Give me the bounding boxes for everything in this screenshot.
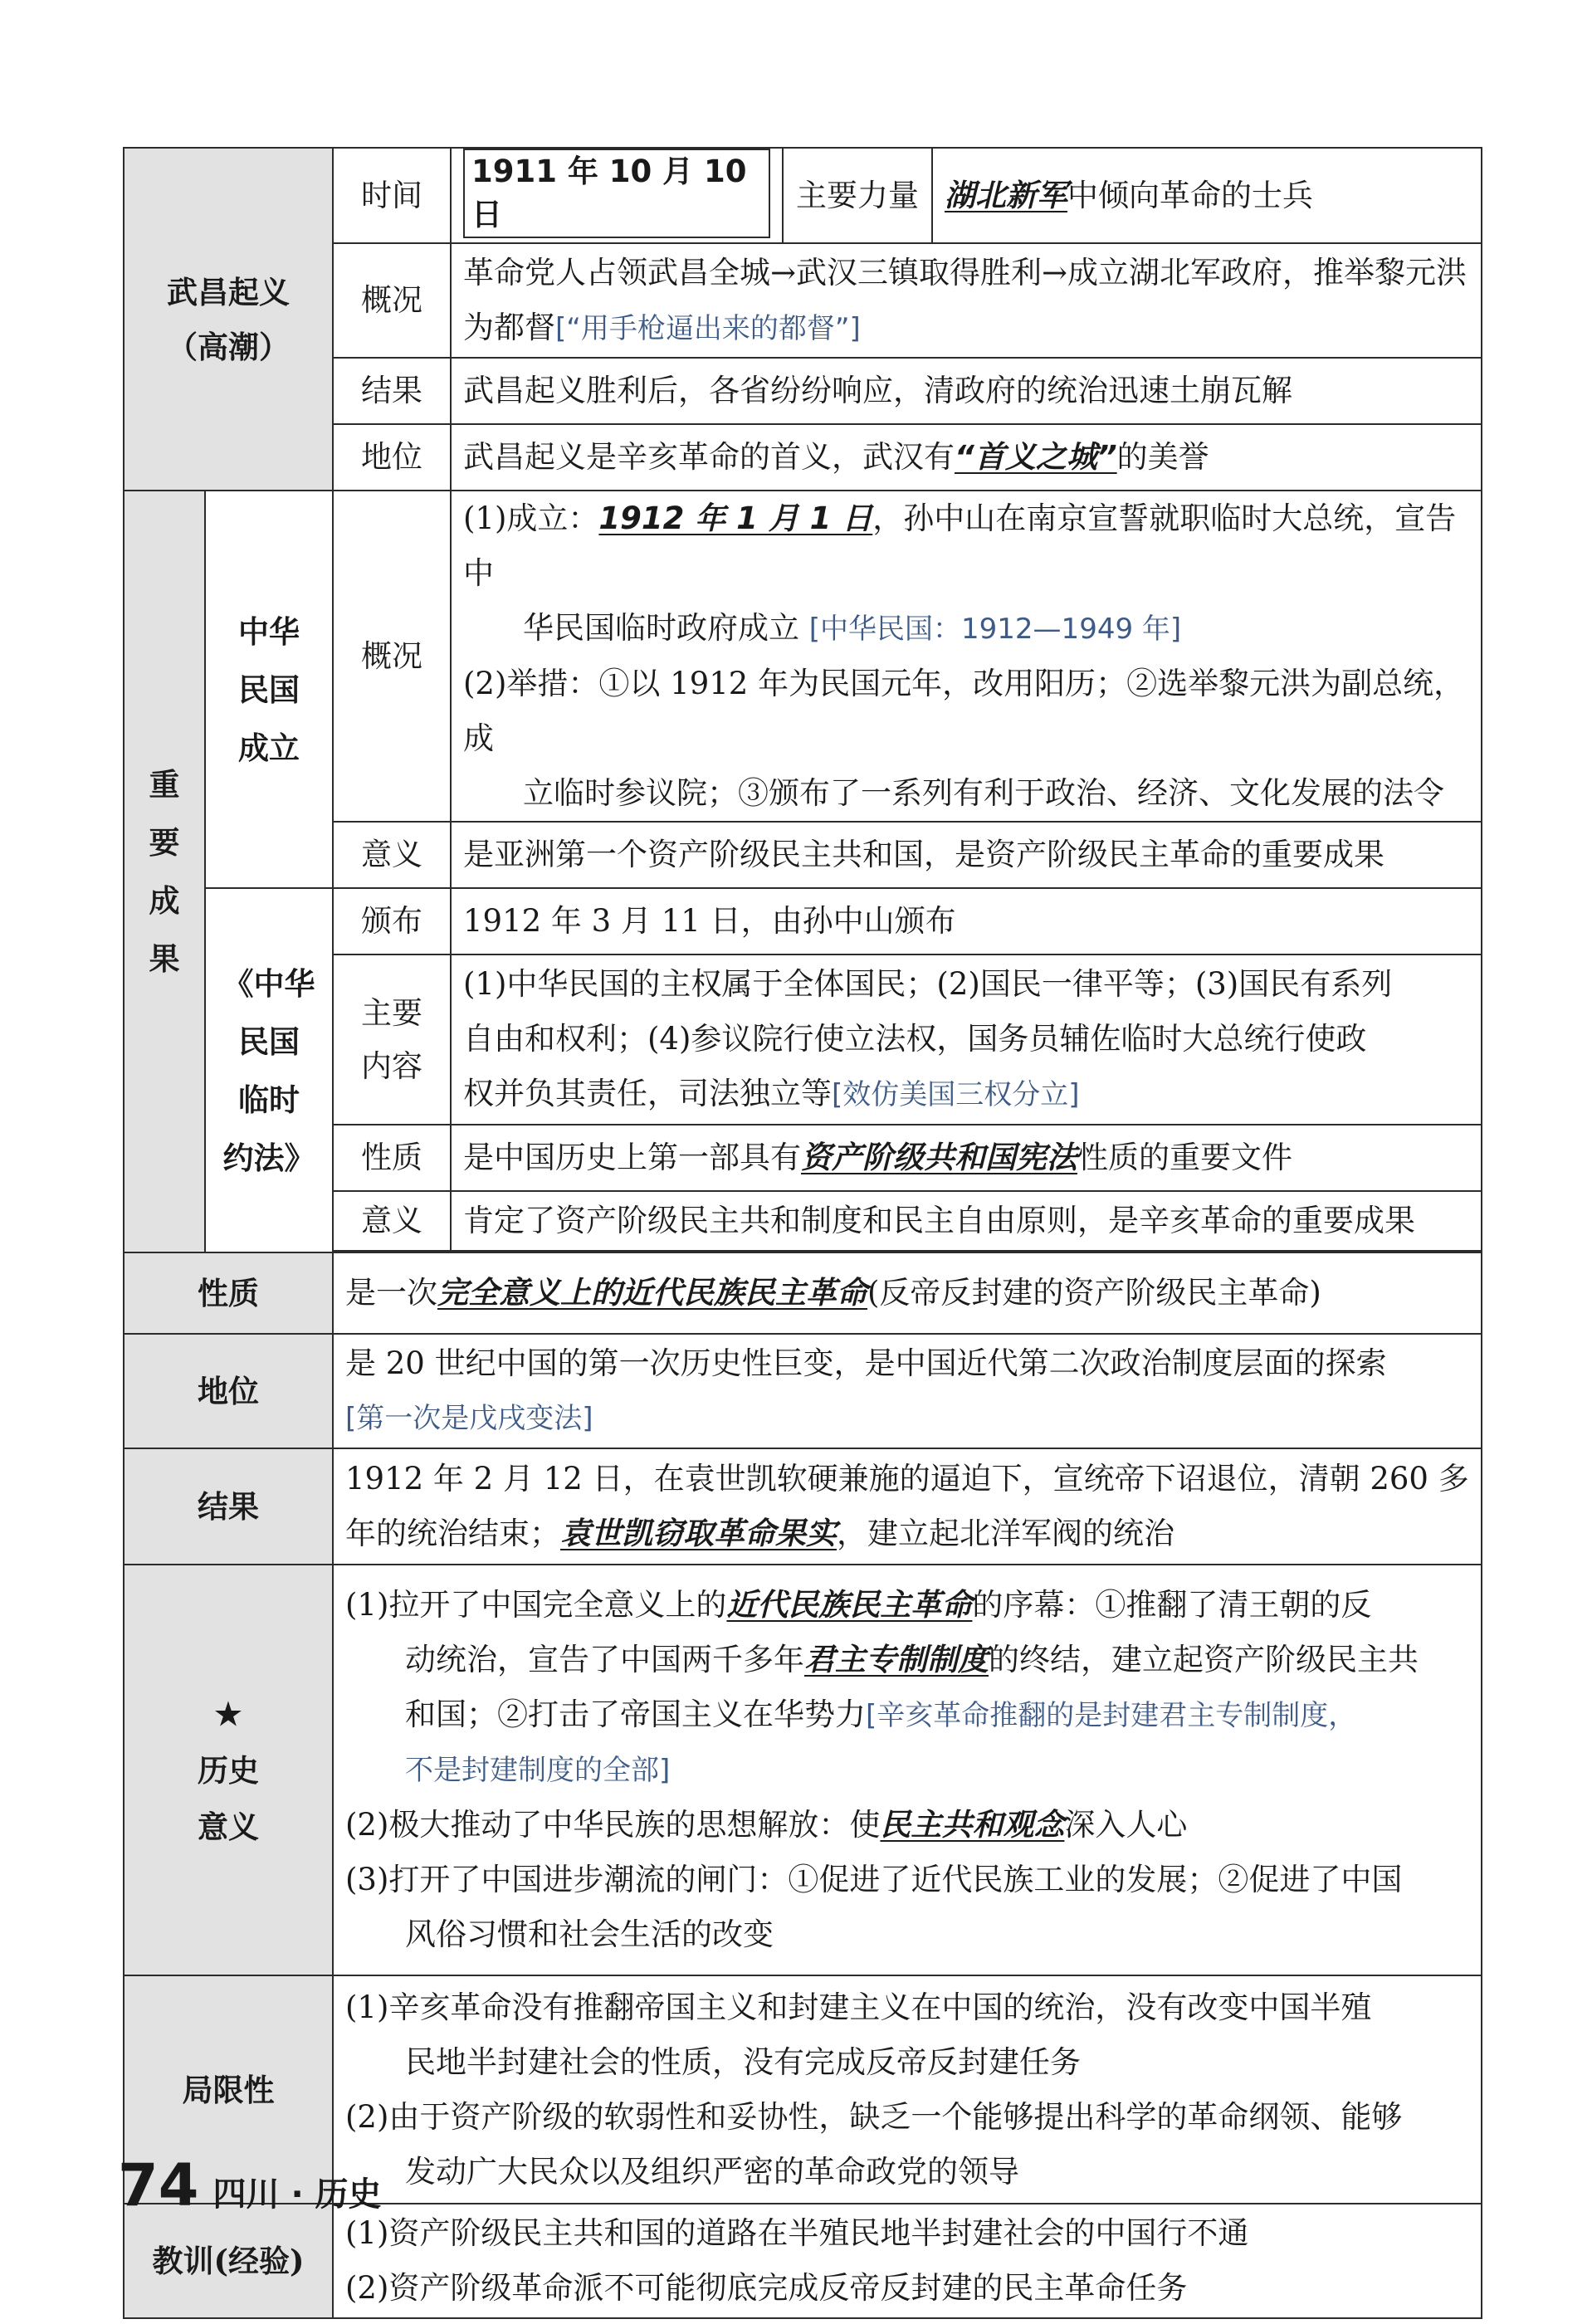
- outcome-post: ，建立起北洋军阀的统治: [837, 1516, 1174, 1551]
- issue-label: 颁布: [333, 888, 451, 954]
- content-cell: [451, 954, 1482, 1125]
- sig-p2-emph: 民主共和观念: [880, 1807, 1065, 1843]
- limitation-cell: [333, 1975, 1482, 2204]
- sig-p1-note: [辛亥革命推翻的是封建君主专制制度，: [866, 1699, 1357, 1732]
- achievements-label: [124, 491, 205, 1252]
- achievements-char: 果: [149, 940, 180, 977]
- roc-period-note: [中华民国：1912—1949 年]: [808, 613, 1182, 646]
- outcome-emph: 袁世凯窃取革命果实: [560, 1516, 837, 1551]
- roc-label-line: 成立: [238, 729, 300, 766]
- overview-note: [“用手枪逼出来的都督”]: [555, 311, 861, 345]
- content-label-line: 主要: [361, 994, 422, 1031]
- content-label-line: 内容: [361, 1047, 422, 1084]
- outcome-line2: [345, 1506, 1469, 1561]
- outcome-pre: 年的统治结束；: [345, 1516, 560, 1551]
- content-line3-text: 权并负其责任，司法独立等: [463, 1076, 832, 1111]
- status-post: 的美誉: [1116, 439, 1209, 475]
- sig-p2-post: 深入人心: [1064, 1807, 1188, 1843]
- nature-post: (反帝反封建的资产阶级民主革命): [867, 1275, 1321, 1311]
- content-line3: [463, 1067, 1469, 1122]
- lesson-cell: [333, 2204, 1482, 2318]
- roc-line1: [463, 491, 1469, 601]
- limitation-line2: 民地半封建社会的性质，没有完成反帝反封建任务: [405, 2043, 1081, 2080]
- roc-label-line: 中华: [238, 613, 300, 650]
- footer-subject: 四川 · 历史: [212, 2175, 382, 2214]
- roc-label: [205, 491, 333, 888]
- sig-p2-pre: (2)极大推动了中华民族的思想解放：使: [345, 1807, 881, 1843]
- status-pre: 武昌起义是辛亥革命的首义，武汉有: [463, 439, 955, 475]
- constitution-label-line: 约法》: [222, 1139, 315, 1176]
- position-note: [第一次是戊戌变法]: [345, 1402, 593, 1435]
- sig-p1-pre: (1)拉开了中国完全意义上的: [345, 1587, 727, 1623]
- nature-sub-pre: 是中国历史上第一部具有: [463, 1140, 801, 1175]
- constitution-label-line: 《中华: [222, 964, 315, 1002]
- significance-label-line: 意义: [198, 1808, 259, 1845]
- result-text: 武昌起义胜利后，各省纷纷响应，清政府的统治迅速土崩瓦解: [451, 358, 1482, 424]
- content-note: [效仿美国三权分立]: [832, 1078, 1080, 1111]
- nature-cell: [333, 1252, 1482, 1334]
- force-label: 主要力量: [783, 148, 932, 243]
- position-cell: [333, 1334, 1482, 1448]
- sig-p1-emph: 近代民族民主革命: [726, 1587, 973, 1623]
- lesson-line2: (2)资产阶级革命派不可能彻底完成反帝反封建的民主革命任务: [345, 2270, 1188, 2306]
- nature-label: 性质: [124, 1252, 333, 1334]
- sig-p1-l2-post: 的终结，建立起资产阶级民主共: [989, 1642, 1419, 1677]
- time-label: 时间: [333, 148, 451, 243]
- sig-p1-line1: [345, 1578, 1469, 1633]
- outcome-line1: 1912 年 2 月 12 日，在袁世凯软硬兼施的逼迫下，宣统帝下诏退位，清朝 260 多: [345, 1461, 1469, 1496]
- constitution-label-line: 临时: [238, 1081, 300, 1118]
- significance-label-line: 历史: [198, 1751, 259, 1789]
- roc-line4: 立临时参议院；③颁布了一系列有利于政治、经济、文化发展的法令: [523, 775, 1444, 811]
- nature-sub-cell: [451, 1125, 1482, 1191]
- achievements-char: 要: [149, 824, 180, 861]
- overview-cell: [451, 243, 1482, 358]
- nature-sub-post: 性质的重要文件: [1077, 1140, 1292, 1175]
- result-label: 结果: [333, 358, 451, 424]
- roc-line1-pre: (1)成立：: [463, 500, 599, 536]
- time-value: 1911 年 10 月 10 日: [463, 149, 770, 238]
- limitation-line4: 发动广大民众以及组织严密的革命政党的领导: [405, 2153, 1019, 2190]
- constitution-meaning-label: 意义: [333, 1191, 451, 1251]
- overview-label: 概况: [333, 243, 451, 358]
- content-line2: 自由和权利；(4)参议院行使立法权，国务员辅佐临时大总统行使政: [463, 1021, 1367, 1057]
- roc-overview-label: 概况: [333, 491, 451, 822]
- roc-line2: [463, 601, 1469, 657]
- significance-label: [124, 1565, 333, 1975]
- status-label: 地位: [333, 424, 451, 491]
- achievements-char: 重: [149, 766, 180, 803]
- sig-p3-line2: 风俗习惯和社会生活的改变: [405, 1916, 774, 1952]
- issue-text: 1912 年 3 月 11 日，由孙中山颁布: [451, 888, 1482, 954]
- sig-p1-l2-pre: 动统治，宣告了中国两千多年: [405, 1642, 804, 1677]
- sig-p1-post: 的序幕：①推翻了清王朝的反: [972, 1587, 1372, 1623]
- sig-p1-l3-text: 和国；②打击了帝国主义在华势力: [405, 1697, 866, 1732]
- content-label: [333, 954, 451, 1125]
- sig-p1-line2: [345, 1633, 1469, 1687]
- page-footer: [118, 2151, 382, 2219]
- force-rest: 中倾向革命的士兵: [1067, 177, 1313, 213]
- xinhai-revolution-table: [123, 147, 1482, 2319]
- sig-p2: [345, 1798, 1469, 1853]
- roc-overview-cell: [451, 491, 1482, 822]
- nature-sub-label: 性质: [333, 1125, 451, 1191]
- nature-pre: 是一次: [345, 1275, 437, 1311]
- limitation-line3: (2)由于资产阶级的软弱性和妥协性，缺乏一个能够提出科学的革命纲领、能够: [345, 2098, 1403, 2135]
- roc-label-line: 民国: [238, 671, 300, 708]
- achievements-char: 成: [149, 882, 180, 919]
- wuchang-section-label: [124, 148, 333, 491]
- roc-meaning-text: 是亚洲第一个资产阶级民主共和国，是资产阶级民主革命的重要成果: [451, 822, 1482, 888]
- constitution-meaning-text: 肯定了资产阶级民主共和制度和民主自由原则，是辛亥革命的重要成果: [451, 1191, 1482, 1251]
- position-text: 是 20 世纪中国的第一次历史性巨变，是中国近代第二次政治制度层面的探索: [345, 1345, 1387, 1381]
- outcome-cell: [333, 1448, 1482, 1565]
- page-number: 74: [118, 2151, 199, 2219]
- significance-cell: [333, 1565, 1482, 1975]
- roc-date-emph: 1912 年 1 月 1 日: [598, 500, 873, 536]
- limitation-label: 局限性: [124, 1975, 333, 2204]
- overview-text: 革命党人占领武昌全城→武汉三镇取得胜利→成立湖北军政府，推举黎元洪为都督: [463, 254, 1467, 345]
- status-emph: “首义之城”: [955, 439, 1117, 475]
- roc-line2-text: 华民国临时政府成立: [523, 610, 799, 646]
- lesson-label: 教训(经验): [124, 2204, 333, 2318]
- sig-p1-l2-emph: 君主专制制度: [804, 1642, 989, 1677]
- nature-sub-emph: 资产阶级共和国宪法: [801, 1140, 1077, 1175]
- force-cell: [932, 148, 1482, 243]
- lesson-line1: (1)资产阶级民主共和国的道路在半殖民地半封建社会的中国行不通: [345, 2215, 1249, 2251]
- sig-p3-line1: (3)打开了中国进步潮流的闸门：①促进了近代民族工业的发展；②促进了中国: [345, 1862, 1403, 1897]
- wuchang-label: 武昌起义: [167, 273, 290, 310]
- roc-meaning-label: 意义: [333, 822, 451, 888]
- roc-line1-post: ，孙中山在南京宣誓就职临时大总统，宣告中: [463, 500, 1457, 591]
- content-line1: (1)中华民国的主权属于全体国民；(2)国民一律平等；(3)国民有系列: [463, 966, 1393, 1002]
- status-cell: [451, 424, 1482, 491]
- roc-line3: (2)举措：①以 1912 年为民国元年，改用阳历；②选举黎元洪为副总统，成: [463, 666, 1465, 756]
- position-label: 地位: [124, 1334, 333, 1448]
- sig-p1-line3: [345, 1687, 1469, 1743]
- sig-p1-note-cont: 不是封建制度的全部]: [405, 1754, 671, 1787]
- nature-emph: 完全意义上的近代民族民主革命: [437, 1275, 867, 1311]
- force-emph: 湖北新军: [945, 177, 1067, 213]
- constitution-label: [205, 888, 333, 1252]
- star-icon: ★: [214, 1695, 242, 1732]
- constitution-label-line: 民国: [238, 1023, 300, 1060]
- outcome-label: 结果: [124, 1448, 333, 1565]
- time-cell: [451, 148, 783, 243]
- limitation-line1: (1)辛亥革命没有推翻帝国主义和封建主义在中国的统治，没有改变中国半殖: [345, 1989, 1372, 2025]
- wuchang-sublabel: （高潮）: [167, 328, 290, 365]
